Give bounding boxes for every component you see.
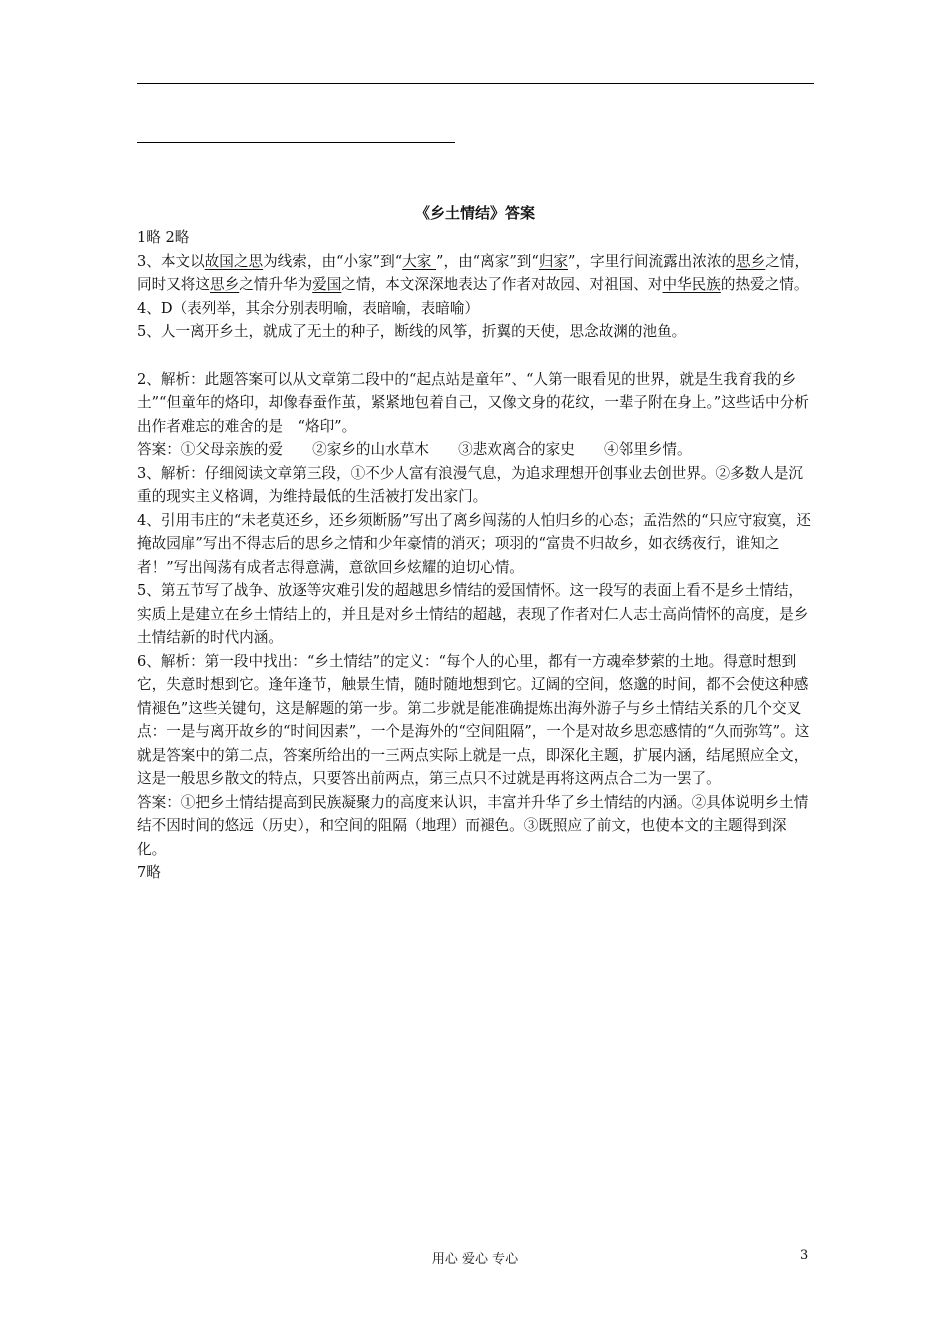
- page-number: 3: [800, 1248, 809, 1263]
- analysis-3: 3、解析：仔细阅读文章第三段，①不少人富有浪漫气息，为追求理想开创事业去创世界。②多数人是沉重的现实主义格调，为维持最低的生活被打发出家门。: [137, 464, 804, 505]
- analysis-5: 5、第五节写了战争、放逐等灾难引发的超越思乡情结的爱国情怀。这一段写的表面上看不是乡土情结，实质上是建立在乡土情结上的，并且是对乡土情结的超越，表现了作者对仁人志士高尚情怀的高度，是乡土情结新的时代内涵。: [137, 582, 809, 646]
- underlined-phrase: 故国之思: [204, 252, 264, 270]
- underlined-phrase: 思乡: [736, 252, 766, 270]
- text: ”，由“离家”到“: [436, 252, 539, 270]
- underlined-phrase: 爱国: [312, 276, 342, 293]
- answer-q3: [137, 250, 815, 297]
- underlined-phrase: 大家: [402, 252, 437, 270]
- footer-slogan: 用心 爱心 专心: [431, 1252, 519, 1267]
- answer-body: [137, 226, 815, 885]
- paragraph-gap: [137, 344, 815, 368]
- analysis-2-answer: 答案：①父母亲族的爱 ②家乡的山水草木 ③悲欢离合的家史 ④邻里乡情。: [137, 441, 692, 458]
- answer-q4: 4、D（表列举，其余分别表明喻，表暗喻，表暗喻）: [137, 299, 480, 317]
- analysis-2: 2、解析：此题答案可以从文章第二段中的“起点站是童年”、“人第一眼看见的世界，就是生我育我的乡土”“但童年的烙印，却像春蚕作茧，紧紧地包着自己，又像文身的花纹，一辈子附在身上。”这些话中分析出作者难忘的难舍的是 “烙印”。: [137, 370, 809, 435]
- blank-answer-line: [137, 142, 455, 143]
- answer-q5: 5、人一离开乡土，就成了无土的种子，断线的风筝，折翼的天使，思念故渊的池鱼。: [137, 323, 687, 340]
- text: 为线索，由“小家”到“: [263, 252, 403, 270]
- analysis-6-answer: 答案：①把乡土情结提高到民族凝聚力的高度来认识，丰富并升华了乡土情结的内涵。②具体说明乡土情结不因时间的悠远（历史），和空间的阻隔（地理）而褪色。③既照应了前文，也使本文的主题得到深化。: [137, 793, 809, 858]
- underlined-phrase: 思乡: [209, 276, 240, 293]
- text: 之情，本文深深地表达了作者对故园、对祖国、对: [341, 276, 663, 293]
- top-rule: [137, 83, 814, 84]
- text: 之情，同时又将这: [137, 252, 810, 293]
- text: ”，字里行间流露出浓浓的: [568, 252, 737, 270]
- analysis-4: 4、引用韦庄的“未老莫还乡，还乡须断肠”写出了离乡闯荡的人怕归乡的心态；孟浩然的“只应守寂寞，还掩故园扉”写出不得志后的思乡之情和少年豪情的消灭；项羽的“富贵不归故乡，如衣绣夜行，谁知之者！”写出闯荡有成者志得意满，意欲回乡炫耀的迫切心情。: [137, 511, 811, 576]
- underlined-phrase: 中华民族: [662, 276, 721, 293]
- text: 3、本文以: [137, 252, 205, 270]
- analysis-6: 6、解析：第一段中找出：“乡土情结”的定义：“每个人的心里，都有一方魂牵梦萦的土地。得意时想到它，失意时想到它。逢年逢节，触景生情，随时随地想到它。辽阔的空间，悠邈的时间，都不会使这种感情褪色”这些关键句，这是解题的第一步。第二步就是能准确提炼出海外游子与乡土情结关系的几个交叉点：一是与离开故乡的“时间因素”，一个是海外的“空间阻隔”，一个是对故乡思恋感情的“久而弥笃”。这就是答案中的第二点，答案所给出的一三两点实际上就是一点，即深化主题，扩展内涵，结尾照应全文，这是一般思乡散文的特点，只要答出前两点，第三点只不过就是再将这两点合二为一罢了。: [137, 652, 810, 787]
- answer-q1-q2: 1略 2略: [137, 229, 190, 246]
- text: 的热爱之情。: [720, 276, 809, 293]
- underlined-phrase: 归家: [538, 252, 569, 270]
- document-title: 《乡土情结》答案: [414, 204, 535, 222]
- text: 之情升华为: [239, 276, 313, 293]
- analysis-7: 7略: [137, 864, 161, 881]
